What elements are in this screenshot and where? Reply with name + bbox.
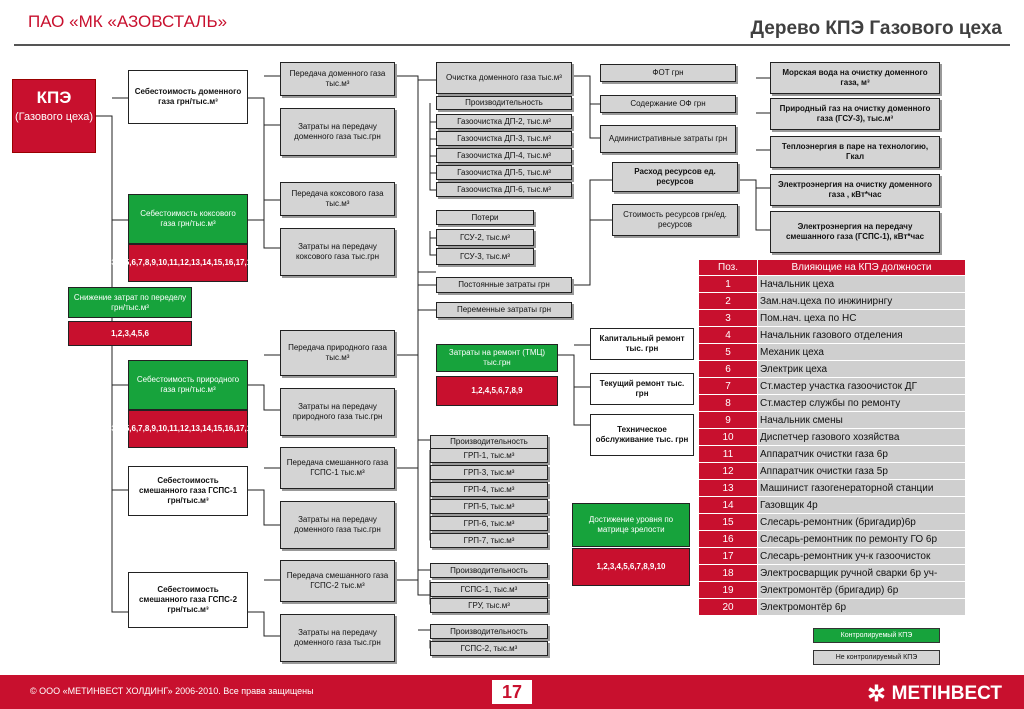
position-num: 10	[699, 429, 758, 446]
position-name: Газовщик 4р	[758, 497, 966, 514]
table-row	[699, 582, 966, 599]
position-name: Начальник газового отделения	[758, 327, 966, 344]
node-prirgas-cost: Себестоимость природного газа грн/тыс.м³	[128, 360, 248, 410]
position-name: Аппаратчик очистки газа 5р	[758, 463, 966, 480]
node-grp4: ГРП-4, тыс.м³	[430, 482, 548, 497]
node-gsu2: ГСУ-2, тыс.м³	[436, 229, 534, 246]
node-losses: Потери	[436, 210, 534, 225]
position-name: Электромонтёр 6р	[758, 599, 966, 616]
position-num: 18	[699, 565, 758, 582]
positions-header-num: Поз.	[699, 260, 758, 276]
positions-header-name: Влияющие на КПЭ должности	[758, 260, 966, 276]
position-name: Слесарь-ремонтник (бригадир)6р	[758, 514, 966, 531]
position-name: Электросварщик ручной сварки 6р уч-	[758, 565, 966, 582]
node-prirgas-transfer: Передача природного газа тыс.м³	[280, 330, 395, 376]
node-prirgas-transfer-costs: Затраты на передачу природного газа тыс.грн	[280, 388, 395, 436]
position-name: Машинист газогенераторной станции	[758, 480, 966, 497]
table-row	[699, 429, 966, 446]
position-num: 12	[699, 463, 758, 480]
table-row	[699, 310, 966, 327]
footer	[0, 675, 1024, 709]
node-cost-reduction-positions: 1,2,3,4,5,6	[68, 321, 192, 346]
table-row	[699, 378, 966, 395]
node-repair-costs-positions: 1,2,4,5,6,7,8,9	[436, 376, 558, 406]
node-payroll: ФОТ грн	[600, 64, 736, 82]
positions-header-row	[699, 260, 966, 276]
metinvest-logo	[867, 681, 1002, 707]
node-prirgas-positions: 1,2,3,4,5,6,7,8,9,10,11,12,13,14,15,16,17,18,19,20	[128, 410, 248, 448]
position-num: 3	[699, 310, 758, 327]
node-domgas-transfer-costs: Затраты на передачу доменного газа тыс.грн	[280, 108, 395, 156]
node-domgas-cleaning: Очистка доменного газа тыс.м³	[436, 62, 572, 94]
table-row	[699, 276, 966, 293]
node-gsps1-cost: Себестоимость смешанного газа ГСПС-1 грн/тыс.м³	[128, 466, 248, 516]
node-grp1: ГРП-1, тыс.м³	[430, 448, 548, 463]
node-dp6: Газоочистка ДП-6, тыс.м³	[436, 182, 572, 197]
table-row	[699, 548, 966, 565]
node-maturity-matrix: Достижение уровня по матрице зрелости	[572, 503, 690, 547]
company-name: ПАО «МК «АЗОВСТАЛЬ»	[28, 12, 228, 31]
kpe-root	[12, 79, 96, 153]
position-name: Электромонтёр (бригадир) 6р	[758, 582, 966, 599]
logo-mark-icon: ✲	[867, 681, 886, 706]
node-variable-costs: Переменные затраты грн	[436, 302, 572, 318]
table-row	[699, 361, 966, 378]
position-num: 8	[699, 395, 758, 412]
node-gsps2-transfer: Передача смешанного газа ГСПС-2 тыс.м³	[280, 560, 395, 602]
node-grp5: ГРП-5, тыс.м³	[430, 499, 548, 514]
position-num: 20	[699, 599, 758, 616]
position-num: 1	[699, 276, 758, 293]
node-domgas-transfer-costs-3: Затраты на передачу доменного газа тыс.грн	[280, 614, 395, 662]
position-name: Электрик цеха	[758, 361, 966, 378]
table-row	[699, 514, 966, 531]
position-num: 5	[699, 344, 758, 361]
node-maturity-matrix-positions: 1,2,3,4,5,6,7,8,9,10	[572, 548, 690, 586]
node-maintenance: Техническое обслуживание тыс. грн	[590, 414, 694, 456]
position-num: 9	[699, 412, 758, 429]
position-num: 16	[699, 531, 758, 548]
node-sea-water: Морская вода на очистку доменного газа, м³	[770, 62, 940, 94]
table-row	[699, 327, 966, 344]
node-dp5: Газоочистка ДП-5, тыс.м³	[436, 165, 572, 180]
position-name: Слесарь-ремонтник уч-к газоочисток	[758, 548, 966, 565]
position-name: Пом.нач. цеха по НС	[758, 310, 966, 327]
node-grp6: ГРП-6, тыс.м³	[430, 516, 548, 531]
position-name: Начальник смены	[758, 412, 966, 429]
node-gru: ГРУ, тыс.м³	[430, 598, 548, 613]
node-gsps2: ГСПС-2, тыс.м³	[430, 641, 548, 656]
node-productivity-1: Производительность	[436, 96, 572, 110]
node-koksgas-transfer: Передача коксового газа тыс.м³	[280, 182, 395, 216]
node-domgas-transfer: Передача доменного газа тыс.м³	[280, 62, 395, 96]
position-name: Зам.нач.цеха по инжинирнгу	[758, 293, 966, 310]
table-row	[699, 480, 966, 497]
node-gsps1: ГСПС-1, тыс.м³	[430, 582, 548, 597]
node-domgas-cost: Себестоимость доменного газа грн/тыс.м³	[128, 70, 248, 124]
table-row	[699, 599, 966, 616]
position-num: 13	[699, 480, 758, 497]
position-num: 19	[699, 582, 758, 599]
node-capital-repair: Капитальный ремонт тыс. грн	[590, 328, 694, 360]
logo-text: МЕТІНВЕСТ	[891, 683, 1002, 704]
node-current-repair: Текущий ремонт тыс. грн	[590, 373, 694, 405]
node-koksgas-positions: 1,2,3,4,5,6,7,8,9,10,11,12,13,14,15,16,17,18,19,20	[128, 244, 248, 282]
page-number: 17	[492, 680, 532, 704]
node-dp2: Газоочистка ДП-2, тыс.м³	[436, 114, 572, 129]
legend-uncontrolled: Не контролируемый КПЭ	[813, 650, 940, 665]
position-num: 11	[699, 446, 758, 463]
node-gsu3: ГСУ-3, тыс.м³	[436, 248, 534, 265]
node-dp4: Газоочистка ДП-4, тыс.м³	[436, 148, 572, 163]
kpe-root-subtitle: (Газового цеха)	[14, 111, 94, 123]
node-productivity-3: Производительность	[430, 563, 548, 578]
node-repair-costs: Затраты на ремонт (ТМЦ) тыс.грн	[436, 344, 558, 372]
node-natural-gas-cleaning: Природный газ на очистку доменного газа (ГСУ-3), тыс.м³	[770, 98, 940, 130]
node-productivity-2: Производительность	[430, 435, 548, 449]
position-num: 17	[699, 548, 758, 565]
node-fixed-costs: Постоянные затраты грн	[436, 277, 572, 293]
node-resource-consumption: Расход ресурсов ед. ресурсов	[612, 162, 738, 192]
node-domgas-transfer-costs-2: Затраты на передачу доменного газа тыс.грн	[280, 501, 395, 549]
table-row	[699, 293, 966, 310]
table-row	[699, 565, 966, 582]
table-row	[699, 531, 966, 548]
kpe-root-title: КПЭ	[36, 88, 72, 107]
node-koksgas-cost: Себестоимость коксового газа грн/тыс.м³	[128, 194, 248, 244]
table-row	[699, 497, 966, 514]
node-gsps2-cost: Себестоимость смешанного газа ГСПС-2 грн/тыс.м³	[128, 572, 248, 628]
position-name: Диспетчер газового хозяйства	[758, 429, 966, 446]
position-name: Аппаратчик очистки газа 6р	[758, 446, 966, 463]
legend-controlled: Контролируемый КПЭ	[813, 628, 940, 643]
position-num: 15	[699, 514, 758, 531]
node-admin-costs: Административные затраты грн	[600, 125, 736, 153]
node-koksgas-transfer-costs: Затраты на передачу коксового газа тыс.грн	[280, 228, 395, 276]
node-resource-cost: Стоимость ресурсов грн/ед. ресурсов	[612, 204, 738, 236]
table-row	[699, 463, 966, 480]
node-electricity-cleaning: Электроэнергия на очистку доменного газа , кВт*час	[770, 174, 940, 206]
table-row	[699, 446, 966, 463]
node-grp7: ГРП-7, тыс.м³	[430, 533, 548, 548]
position-name: Ст.мастер участка газоочисток ДГ	[758, 378, 966, 395]
position-name: Слесарь-ремонтник по ремонту ГО 6р	[758, 531, 966, 548]
position-num: 6	[699, 361, 758, 378]
node-fixed-assets-maintenance: Содержание ОФ грн	[600, 95, 736, 113]
positions-table	[698, 259, 966, 616]
node-electricity-transfer: Электроэнергия на передачу смешанного газа (ГСПС-1), кВт*час	[770, 211, 940, 253]
position-name: Начальник цеха	[758, 276, 966, 293]
node-gsps1-transfer: Передача смешанного газа ГСПС-1 тыс.м³	[280, 447, 395, 489]
page-title: Дерево КПЭ Газового цеха	[750, 18, 1002, 39]
node-productivity-4: Производительность	[430, 624, 548, 639]
node-grp3: ГРП-3, тыс.м³	[430, 465, 548, 480]
node-cost-reduction: Снижение затрат по переделу грн/тыс.м³	[68, 287, 192, 318]
table-row	[699, 344, 966, 361]
position-num: 7	[699, 378, 758, 395]
position-name: Механик цеха	[758, 344, 966, 361]
position-num: 4	[699, 327, 758, 344]
copyright: © ООО «МЕТИНВЕСТ ХОЛДИНГ» 2006-2010. Все права защищены	[30, 686, 314, 696]
node-dp3: Газоочистка ДП-3, тыс.м³	[436, 131, 572, 146]
node-heat-energy: Теплоэнергия в паре на технологию, Гкал	[770, 136, 940, 168]
table-row	[699, 412, 966, 429]
table-row	[699, 395, 966, 412]
position-num: 14	[699, 497, 758, 514]
position-num: 2	[699, 293, 758, 310]
position-name: Ст.мастер службы по ремонту	[758, 395, 966, 412]
